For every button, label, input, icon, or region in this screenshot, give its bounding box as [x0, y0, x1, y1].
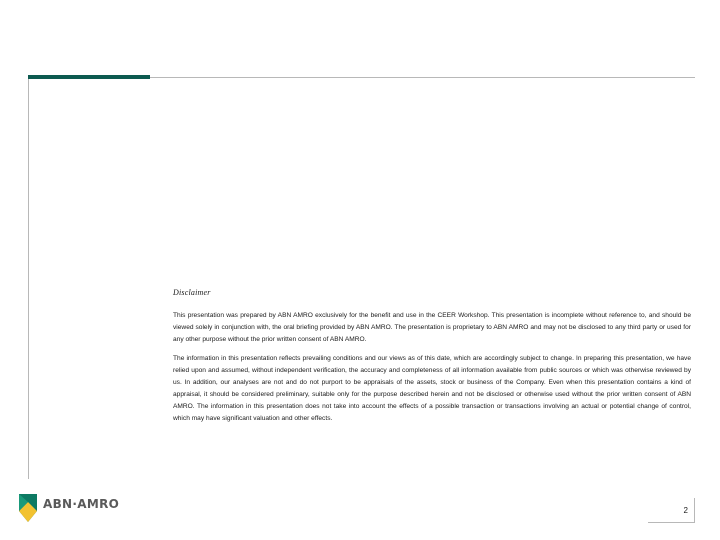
abn-amro-shield-icon: [19, 494, 37, 522]
page-number: 2: [683, 506, 688, 515]
abn-amro-logo: [19, 494, 119, 522]
disclaimer-section: [173, 288, 691, 432]
left-margin-rule: [28, 79, 29, 479]
header-rule: [150, 77, 695, 78]
logo-wordmark: ABN·AMRO: [43, 497, 120, 511]
header-accent-bar: [28, 75, 150, 79]
disclaimer-paragraph-2: The information in this presentation reflects prevailing conditions and our views as of this date, which are accordingly subject to change. In preparing this presentation, we have relied upon and assumed, without independent verification, the accuracy and completeness of all information available from public sources or which was otherwise reviewed by us. In addition, our analyses are not and do not purport to be appraisals of the assets, stock or business of the Company. Even when this presentation contains a kind of appraisal, it should be considered preliminary, suitable only for the purpose described herein and not be disclosed or otherwise used without the prior written consent of ABN AMRO. The information in this presentation does not take into account the effects of a possible transaction or transactions involving an actual or potential change of control, which may have significant valuation and other effects.: [173, 355, 691, 422]
page-number-box: [648, 498, 695, 523]
disclaimer-paragraph-1: This presentation was prepared by ABN AMRO exclusively for the benefit and use in the CEER Workshop. This presentation is incomplete without reference to, and should be viewed solely in conjunction with, the oral briefing provided by ABN AMRO. The presentation is proprietary to ABN AMRO and may not be disclosed to any third party or used for any other purpose without the prior written consent of ABN AMRO.: [173, 312, 691, 343]
disclaimer-heading: Disclaimer: [173, 288, 211, 297]
